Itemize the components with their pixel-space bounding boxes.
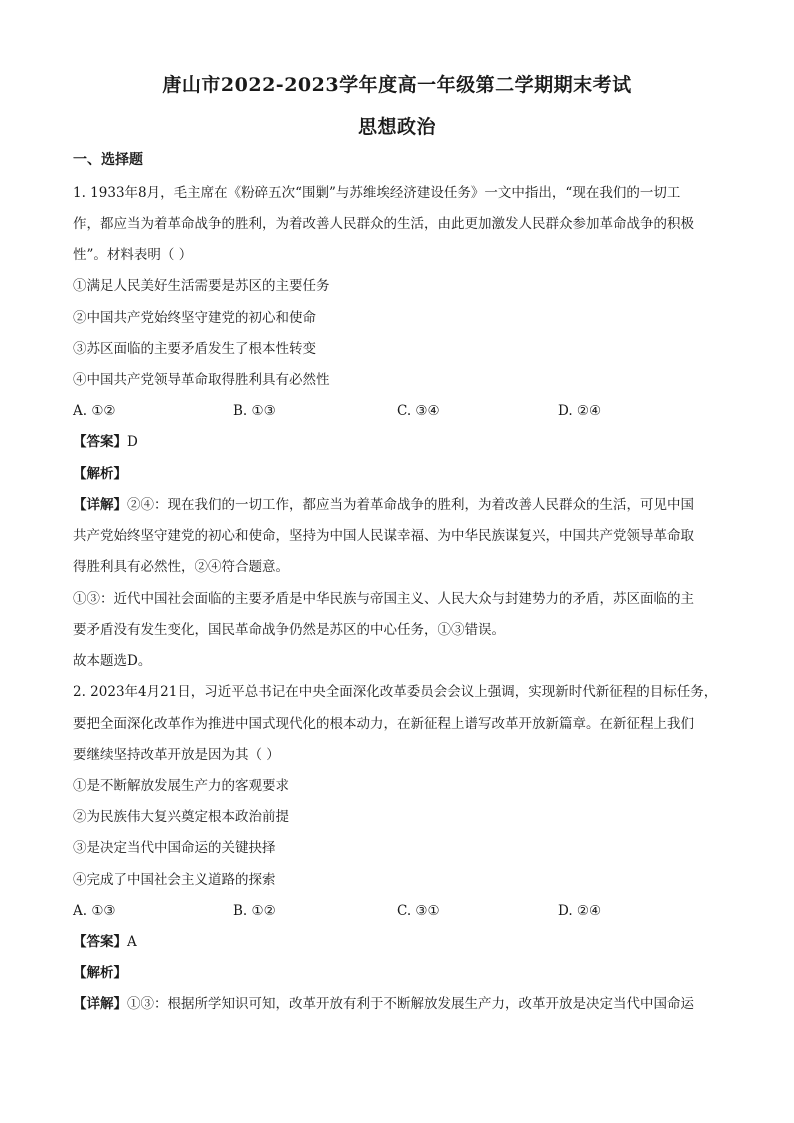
q1-choice-d: D. ②④: [558, 403, 602, 419]
analysis-tag: 【解析】: [73, 466, 127, 482]
q2-item-3: ③是决定当代中国命运的关键抉择: [73, 840, 276, 856]
q2-stem-line-3: 要继续坚持改革开放是因为其（ ）: [73, 747, 280, 763]
q2-item-2: ②为民族伟大复兴奠定根本政治前提: [73, 809, 289, 825]
analysis-tag: 【解析】: [73, 965, 127, 981]
q1-item-2: ②中国共产党始终坚守建党的初心和使命: [73, 310, 316, 326]
q1-detail-text-1: ②④：现在我们的一切工作，都应当为着革命战争的胜利，为着改善人民群众的生活，可见中国: [127, 497, 694, 513]
q1-analysis-line: [73, 464, 721, 484]
q1-answer: D: [127, 434, 138, 450]
q1-detail-line-1: [73, 495, 721, 515]
q1-detail-line-3: 得胜利具有必然性，②④符合题意。: [73, 559, 289, 575]
q1-answer-line: [73, 432, 721, 452]
q1-detail-line-2: 共产党始终坚守建党的初心和使命，坚持为中国人民谋幸福、为中华民族谋复兴，中国共产党领导革命取: [73, 528, 694, 544]
section-heading: 一、选择题: [73, 152, 143, 168]
q1-choice-c: C. ③④: [397, 403, 440, 419]
q2-choice-d: D. ②④: [558, 903, 602, 919]
q1-stem-line-1: 1. 1933年8月，毛主席在《粉碎五次“围剿”与苏维埃经济建设任务》一文中指出，“现在我们的一切工: [73, 185, 681, 201]
exam-title: 唐山市2022-2023学年度高一年级第二学期期末考试: [162, 74, 632, 96]
detail-tag: 【详解】: [73, 497, 127, 513]
q1-choice-a: A. ①②: [73, 403, 116, 419]
subject-title: 思想政治: [357, 116, 436, 138]
answer-tag: 【答案】: [73, 434, 127, 450]
q1-stem-line-2: 作，都应当为着革命战争的胜利，为着改善人民群众的生活，由此更加激发人民群众参加革命战争的积极: [73, 216, 694, 232]
q1-detail-line-6: 故本题选D。: [73, 653, 152, 669]
q1-detail-line-4: ①③：近代中国社会面临的主要矛盾是中华民族与帝国主义、人民大众与封建势力的矛盾，苏区面临的主: [73, 591, 694, 607]
q2-analysis-line: [73, 963, 721, 983]
detail-tag: 【详解】: [73, 996, 127, 1012]
q1-item-4: ④中国共产党领导革命取得胜利具有必然性: [73, 372, 330, 388]
q1-item-1: ①满足人民美好生活需要是苏区的主要任务: [73, 278, 330, 294]
answer-tag: 【答案】: [73, 934, 127, 950]
q2-item-4: ④完成了中国社会主义道路的探索: [73, 872, 276, 888]
q2-answer: A: [127, 934, 137, 950]
q1-detail-line-5: 要矛盾没有发生变化，国民革命战争仍然是苏区的中心任务，①③错误。: [73, 622, 505, 638]
q2-choice-c: C. ③①: [397, 903, 440, 919]
q1-choice-b: B. ①③: [233, 403, 276, 419]
q2-item-1: ①是不断解放发展生产力的客观要求: [73, 778, 289, 794]
q2-answer-line: [73, 932, 721, 952]
q2-choice-b: B. ①②: [233, 903, 276, 919]
q1-item-3: ③苏区面临的主要矛盾发生了根本性转变: [73, 341, 316, 357]
q2-detail-text-1: ①③：根据所学知识可知，改革开放有利于不断解放发展生产力，改革开放是决定当代中国命运: [127, 996, 694, 1012]
q2-detail-line-1: [73, 994, 721, 1014]
q2-choice-a: A. ①③: [73, 903, 116, 919]
q2-stem-line-2: 要把全面深化改革作为推进中国式现代化的根本动力，在新征程上谱写改革开放新篇章。在新征程上我们: [73, 716, 694, 732]
q2-stem-line-1: 2. 2023年4月21日，习近平总书记在中央全面深化改革委员会会议上强调，实现新时代新征程的目标任务，: [73, 684, 718, 700]
q1-stem-line-3: 性”。材料表明（ ）: [73, 247, 193, 263]
